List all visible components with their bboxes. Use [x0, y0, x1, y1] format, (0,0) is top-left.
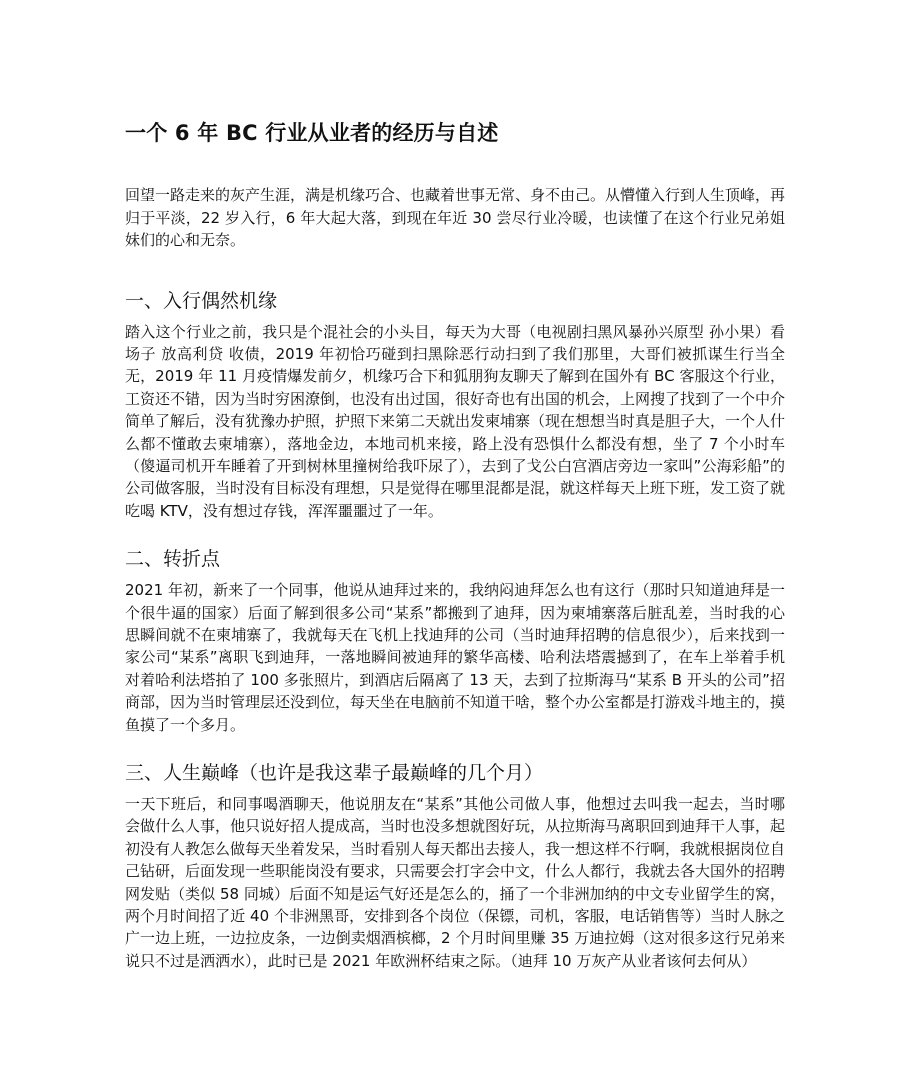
document-page — [125, 118, 785, 996]
intro-paragraph: 回望一路走来的灰产生涯，满是机缘巧合、也藏着世事无常、身不由己。从懵懂入行到人生顶峰，再归于平淡，22 岁入行，6 年大起大落，到现在年近 30 尝尽行业冷暖，也读懂了在这个行业兄弟姐妹们的心和无奈。 — [125, 186, 786, 249]
section-entry — [125, 288, 785, 523]
section-paragraph: 踏入这个行业之前，我只是个混社会的小头目，每天为大哥（电视剧扫黑风暴孙兴原型 孙小果）看场子 放高利贷 收债，2019 年初恰巧碰到扫黑除恶行动扫到了我们那里，大哥们被抓谋生行当全无，2019 年 11 月疫情爆发前夕，机缘巧合下和狐朋狗友聊天了解到在国外有 BC 客服这个行业，工资还不错，因为当时穷困潦倒，也没有出过国，很好奇也有出国的机会，上网搜了找到了一个中介简单了解后，没有犹豫办护照，护照下来第二天就出发柬埔寨（现在想想当时真是胆子大，一个人什么都不懂敢去柬埔寨），落地金边，本地司机来接，路上没有恐惧什么都没有想，坐了 7 个小时车（傻逼司机开车睡着了开到树林里撞树给我吓尿了），去到了戈公白宫酒店旁边一家叫”公海彩船”的公司做客服，当时没有目标没有理想，只是觉得在哪里混都是混，就这样每天上班下班，发工资了就吃喝 KTV，没有想过存钱，浑浑噩噩过了一年。 — [125, 322, 786, 520]
section-turning-point — [125, 546, 785, 736]
section-heading: 二、转折点 — [125, 548, 221, 571]
section-paragraph: 2021 年初，新来了一个同事，他说从迪拜过来的，我纳闷迪拜怎么也有这行（那时只知道迪拜是一个很牛逼的国家）后面了解到很多公司“某系”都搬到了迪拜，因为柬埔寨落后脏乱差，当时我的心思瞬间就不在柬埔寨了，我就每天在飞机上找迪拜的公司（当时迪拜招聘的信息很少），后来找到一家公司“某系”离职飞到迪拜，一落地瞬间被迪拜的繁华高楼、哈利法塔震撼到了，在车上举着手机对着哈利法塔拍了 100 多张照片，到酒店后隔离了 13 天，去到了拉斯海马“某系 B 开头的公司”招商部，因为当时管理层还没到位，每天坐在电脑前不知道干啥，整个办公室都是打游戏斗地主的，摸鱼摸了一个多月。 — [125, 581, 786, 734]
section-heading: 一、入行偶然机缘 — [125, 289, 278, 312]
document-title: 一个 6 年 BC 行业从业者的经历与自述 — [125, 121, 499, 145]
section-paragraph: 一天下班后，和同事喝酒聊天，他说朋友在“某系”其他公司做人事，他想过去叫我一起去，当时哪会做什么人事，他只说好招人提成高，当时也没多想就图好玩，从拉斯海马离职回到迪拜干人事，起初没有人教怎么做每天坐着发呆，当时看别人每天都出去接人，我一想这样不行啊，我就根据岗位自己钻研，后面发现一些职能岗没有要求，只需要会打字会中文，什么人都行，我就去各大国外的招聘网发贴（类似 58 同城）后面不知是运气好还是怎么的，捅了一个非洲加纳的中文专业留学生的窝，两个月时间招了近 40 个非洲黑哥，安排到各个岗位（保镖，司机，客服，电话销售等）当时人脉之广一边上班，一边拉皮条，一边倒卖烟酒槟榔，2 个月时间里赚 35 万迪拉姆（这对很多这行兄弟来说只不过是洒洒水），此时已是 2021 年欧洲杯结束之际。（迪拜 10 万灰产从业者该何去何从） — [125, 795, 786, 970]
section-heading: 三、人生巅峰（也许是我这辈子最巅峰的几个月） — [125, 762, 544, 784]
section-peak — [125, 760, 785, 972]
